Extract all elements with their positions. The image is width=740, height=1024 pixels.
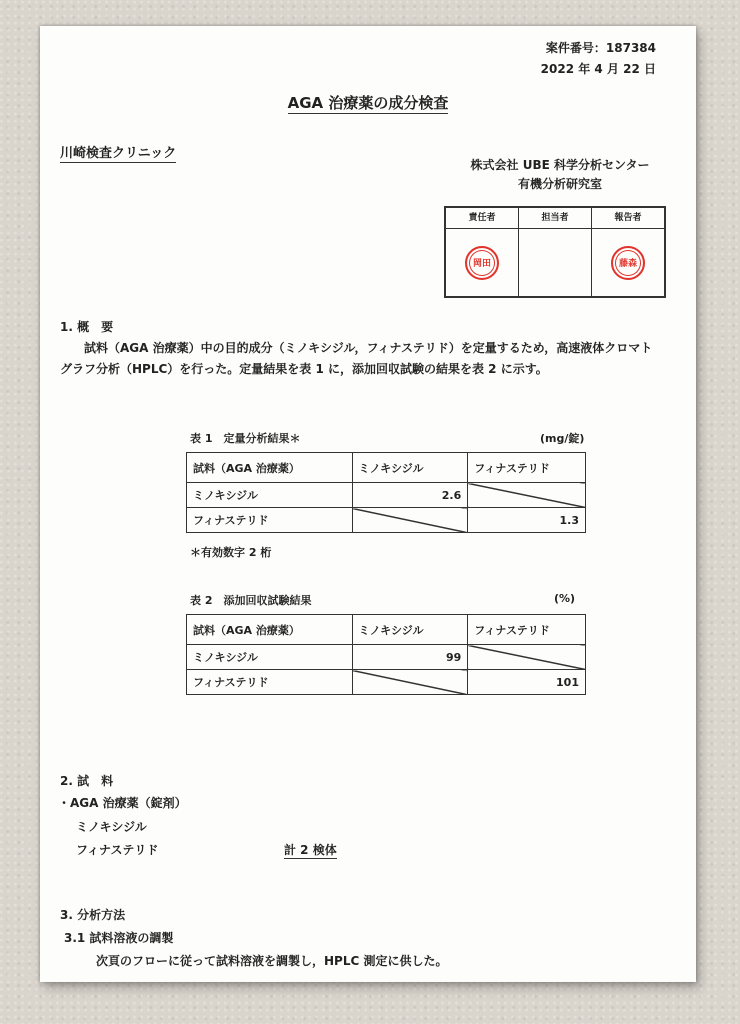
sample-total: 計 2 検体 <box>284 843 337 857</box>
empty-cell <box>352 508 468 533</box>
stamp-label: 担当者 <box>519 208 591 229</box>
stamp-responsible <box>446 208 519 296</box>
stamp-reporter <box>592 208 664 296</box>
table-row <box>187 508 586 533</box>
document-title: AGA 治療薬の成分検査 <box>287 94 449 112</box>
section3-subheading: 3.1 試料溶液の調製 <box>64 931 174 945</box>
value-cell: 2.6 <box>352 483 468 508</box>
seal-fujimori: 藤森 <box>611 246 645 280</box>
sample-item: ・AGA 治療薬（錠剤） <box>58 796 187 810</box>
value-cell: 1.3 <box>468 508 586 533</box>
value-cell: 99 <box>352 645 468 670</box>
table2-caption: 表 2 添加回収試験結果 <box>190 594 312 607</box>
table-row <box>187 645 586 670</box>
row-label: ミノキシジル <box>187 483 353 508</box>
section1-heading: 1. 概 要 <box>60 320 114 334</box>
header-cell: 試料（AGA 治療薬） <box>187 615 353 645</box>
report-date: 2022 年 4 月 22 日 <box>540 62 656 76</box>
seal-okada: 岡田 <box>465 246 499 280</box>
report-page <box>40 26 696 982</box>
stamp-label: 責任者 <box>446 208 518 229</box>
sample-minoxidil: ミノキシジル <box>76 820 147 834</box>
table-header-row <box>187 453 586 483</box>
header-cell: フィナステリド <box>468 453 586 483</box>
header-cell: フィナステリド <box>468 615 586 645</box>
table1-unit: (mg/錠) <box>540 432 585 445</box>
approval-stamps <box>444 206 666 298</box>
case-number: 案件番号：187384 <box>545 41 656 55</box>
section1-text: 試料（AGA 治療薬）中の目的成分（ミノキシジル，フィナステリド）を定量するため，高速液体クロマトグラフ分析（HPLC）を行った。定量結果を表 1 に，添加回収試験の結果を表 2 に示す。 <box>60 341 653 376</box>
table2 <box>186 614 586 695</box>
sample-finasteride: フィナステリド <box>76 843 159 857</box>
table-header-row <box>187 615 586 645</box>
table2-unit: (%) <box>554 592 576 605</box>
empty-cell <box>468 483 586 508</box>
recipient-name: 川崎検査クリニック <box>60 142 176 163</box>
stamp-person-in-charge <box>519 208 592 296</box>
row-label: ミノキシジル <box>187 645 353 670</box>
empty-cell <box>468 645 586 670</box>
table-row <box>187 670 586 695</box>
table-row <box>187 483 586 508</box>
department-name: 有機分析研究室 <box>517 177 602 191</box>
table1-caption: 表 1 定量分析結果＊ <box>190 432 301 445</box>
section3-heading: 3. 分析方法 <box>60 908 126 922</box>
table1-note: ＊有効数字 2 桁 <box>190 546 272 559</box>
header-cell: 試料（AGA 治療薬） <box>187 453 353 483</box>
row-label: フィナステリド <box>187 670 353 695</box>
row-label: フィナステリド <box>187 508 353 533</box>
section3-text: 次頁のフローに従って試料溶液を調製し，HPLC 測定に供した。 <box>96 954 448 968</box>
case-info <box>541 38 656 80</box>
company-name: 株式会社 UBE 科学分析センター <box>470 158 650 172</box>
table1 <box>186 452 586 533</box>
section2-heading: 2. 試 料 <box>60 774 114 788</box>
header-cell: ミノキシジル <box>352 453 468 483</box>
value-cell: 101 <box>468 670 586 695</box>
stamp-label: 報告者 <box>592 208 664 229</box>
organization-block <box>430 156 690 194</box>
header-cell: ミノキシジル <box>352 615 468 645</box>
empty-cell <box>352 670 468 695</box>
